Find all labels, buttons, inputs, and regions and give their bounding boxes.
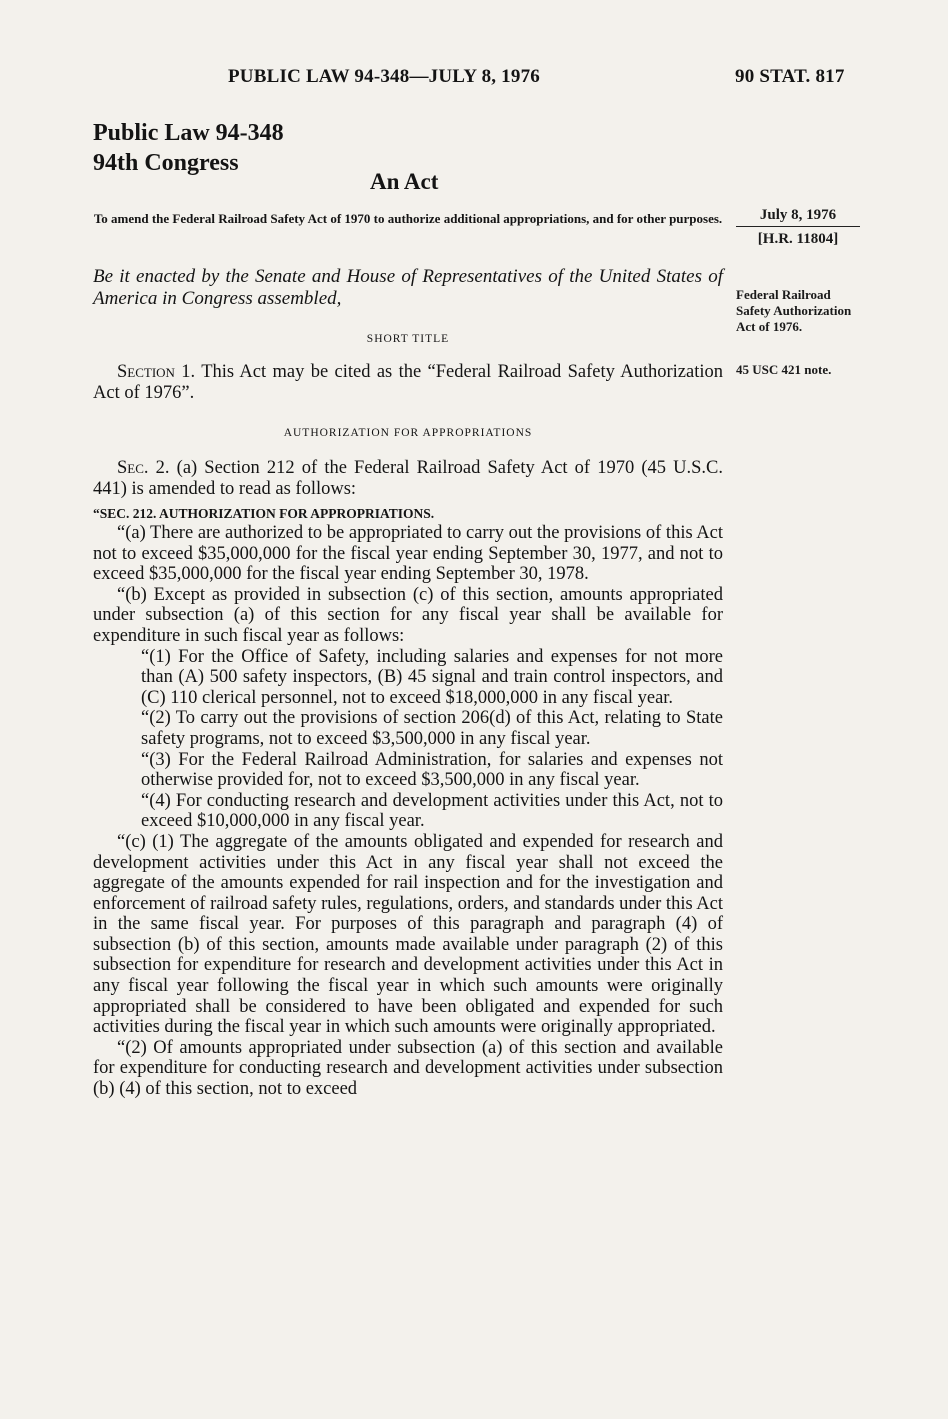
section-2-text [93, 458, 723, 499]
paragraph-b2: “(2) To carry out the provisions of section 206(d) of this Act, relating to State safety programs, not to exceed $3,500,000 in any fiscal year. [141, 708, 723, 749]
subsection-c1: “(c) (1) The aggregate of the amounts obligated and expended for research and development activities under this Act in any fiscal year shall not exceed the aggregate of the amounts expended for rail inspection and for the investigation and enforcement of railroad safety rules, regulations, orders, and standards under this Act in the same fiscal year. For purposes of this paragraph and paragraph (4) of subsection (b) of this section, amounts made available under paragraph (2) of this subsection for expenditure for research and development activities under this Act in any fiscal year following the fiscal year in which such amounts were originally appropriated shall be considered to have been obligated and expended for such activities during the fiscal year in which such amounts were originally appropriated. [93, 831, 723, 1038]
section-2-body: 2. (a) Section 212 of the Federal Railroad Safety Act of 1970 (45 U.S.C. 441) is amended to read as follows: [93, 458, 723, 499]
subsection-b: “(b) Except as provided in subsection (c) of this section, amounts appropriated under subsection (a) of this section for any fiscal year shall be available for expenditure in such fiscal year as follows: [93, 584, 723, 646]
act-title: An Act [370, 169, 439, 194]
paragraph-b1: “(1) For the Office of Safety, including salaries and expenses for not more than (A) 500 safety inspectors, (B) 45 signal and train control inspectors, and (C) 110 clerical personnel, not to exceed $18,000,000 in any fiscal year. [141, 646, 723, 708]
margin-usc-note: 45 USC 421 note. [736, 362, 832, 377]
act-purpose: To amend the Federal Railroad Safety Act of 1970 to authorize additional appropriations, and for other purposes. [93, 211, 723, 226]
section-212-heading: “SEC. 212. AUTHORIZATION FOR APPROPRIATIONS. [93, 506, 435, 521]
short-title-heading: SHORT TITLE [366, 333, 450, 345]
law-identifier [93, 118, 284, 178]
authorization-heading: AUTHORIZATION FOR APPROPRIATIONS [283, 427, 533, 439]
paragraph-b4: “(4) For conducting research and development activities under this Act, not to exceed $10,000,000 in any fiscal year. [141, 790, 723, 832]
subsection-a: “(a) There are authorized to be appropriated to carry out the provisions of this Act not to exceed $35,000,000 for the fiscal year ending September 30, 1977, and not to exceed $35,000,000 for the fiscal year ending September 30, 1978. [93, 523, 723, 585]
section-2-label: Sec. [117, 458, 149, 478]
stat-page-reference: 90 STAT. 817 [735, 66, 845, 87]
running-header: PUBLIC LAW 94-348—JULY 8, 1976 [228, 66, 540, 87]
margin-short-title-note: Federal Railroad Safety Authorization Act of 1976. [736, 287, 852, 334]
enacting-clause: Be it enacted by the Senate and House of Representatives of the United States of America in Congress assembled, [93, 266, 723, 309]
paragraph-b3: “(3) For the Federal Railroad Administration, for salaries and expenses not otherwise provided for, not to exceed $3,500,000 in any fiscal year. [141, 749, 723, 791]
public-law-number: Public Law 94-348 [93, 120, 284, 146]
margin-date-note [736, 207, 860, 247]
congress-number: 94th Congress [93, 150, 239, 176]
section-212-body [93, 523, 723, 1100]
subsection-c2: “(2) Of amounts appropriated under subsection (a) of this section and available for expenditure for conducting research and development activities under subsection (b) (4) of this section, not to exceed [93, 1037, 723, 1100]
section-1-body: 1. This Act may be cited as the “Federal Railroad Safety Authorization Act of 1976”. [93, 362, 723, 403]
section-1-label: Section [117, 362, 175, 382]
approval-date: July 8, 1976 [736, 207, 860, 227]
section-1-text [93, 362, 723, 403]
bill-number: [H.R. 11804] [757, 231, 839, 247]
